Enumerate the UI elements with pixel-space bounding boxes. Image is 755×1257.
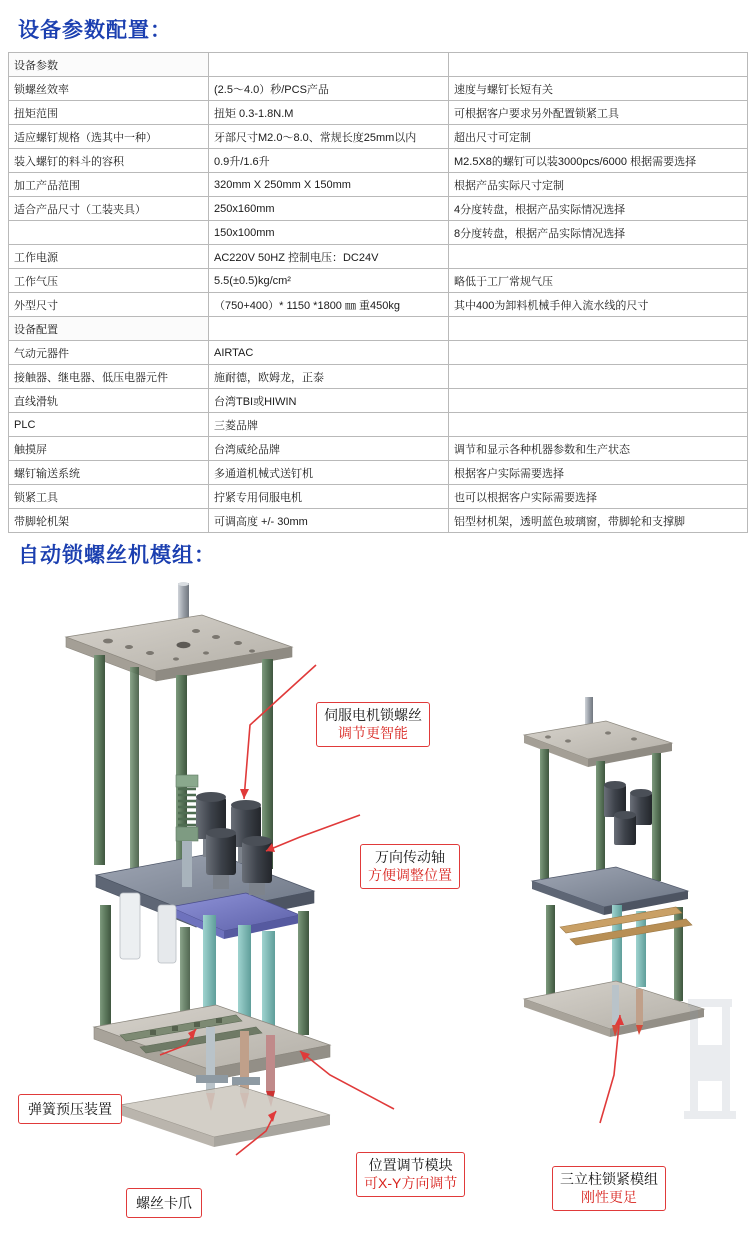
row-label: 扭矩范围 (9, 101, 209, 125)
row-category: 设备参数 (9, 53, 209, 77)
table-row (9, 485, 748, 509)
row-note (449, 317, 748, 341)
callout-position-module (356, 1152, 465, 1197)
callout-shaft-line2: 方便调整位置 (368, 867, 452, 883)
row-value: 可调高度 +/- 30mm (209, 509, 449, 533)
row-note: 超出尺寸可定制 (449, 125, 748, 149)
table-row (9, 197, 748, 221)
table-row (9, 293, 748, 317)
table-row (9, 77, 748, 101)
row-note: M2.5X8的螺钉可以装3000pcs/6000 根据需要选择 (449, 149, 748, 173)
callout-spring-line1: 弹簧预压装置 (28, 1101, 112, 1117)
callout-three-post-line2: 刚性更足 (581, 1189, 637, 1205)
table-row (9, 437, 748, 461)
row-label: 接触器、继电器、低压电器元件 (9, 365, 209, 389)
row-value: 多通道机械式送钉机 (209, 461, 449, 485)
table-row (9, 245, 748, 269)
row-value: 台湾TBI或HIWIN (209, 389, 449, 413)
row-value: 5.5(±0.5)kg/cm² (209, 269, 449, 293)
row-note: 其中400为卸料机械手伸入流水线的尺寸 (449, 293, 748, 317)
spec-table-body (9, 53, 748, 533)
table-row (9, 125, 748, 149)
table-row (9, 317, 748, 341)
background-machine-silhouette (684, 999, 736, 1119)
callout-three-post (552, 1166, 666, 1211)
row-label: 外型尺寸 (9, 293, 209, 317)
table-row (9, 461, 748, 485)
row-value: 施耐德，欧姆龙，正泰 (209, 365, 449, 389)
row-note: 根据客户实际需要选择 (449, 461, 748, 485)
table-row (9, 365, 748, 389)
row-label: 直线滑轨 (9, 389, 209, 413)
row-note: 铝型材机架，透明蓝色玻璃窗，带脚轮和支撑脚 (449, 509, 748, 533)
table-row (9, 149, 748, 173)
callout-servo (316, 702, 430, 747)
row-label: 带脚轮机架 (9, 509, 209, 533)
row-label: 适合产品尺寸（工装夹具） (9, 197, 209, 221)
row-label: 工作电源 (9, 245, 209, 269)
callout-shaft (360, 844, 460, 889)
row-note: 略低于工厂常规气压 (449, 269, 748, 293)
row-label: PLC (9, 413, 209, 437)
callout-servo-line1: 伺服电机锁螺丝 (324, 707, 422, 723)
row-value: 台湾威纶品牌 (209, 437, 449, 461)
row-value (209, 317, 449, 341)
row-note (449, 365, 748, 389)
row-label: 触摸屏 (9, 437, 209, 461)
row-note: 速度与螺钉长短有关 (449, 77, 748, 101)
row-label (9, 221, 209, 245)
row-label: 适应螺钉规格（选其中一种） (9, 125, 209, 149)
row-note: 8分度转盘，根据产品实际情况选择 (449, 221, 748, 245)
row-label: 锁螺丝效率 (9, 77, 209, 101)
table-row (9, 221, 748, 245)
row-note (449, 413, 748, 437)
callout-servo-line2: 调节更智能 (338, 725, 408, 741)
right-assembly (524, 697, 736, 1119)
row-label: 锁紧工具 (9, 485, 209, 509)
table-row (9, 341, 748, 365)
row-value: 0.9升/1.6升 (209, 149, 449, 173)
row-value: (2.5～4.0）秒/PCS产品 (209, 77, 449, 101)
row-value: 扭矩 0.3-1.8N.M (209, 101, 449, 125)
row-value: 320mm X 250mm X 150mm (209, 173, 449, 197)
row-value (209, 53, 449, 77)
callout-shaft-line1: 万向传动轴 (375, 849, 445, 865)
callout-claw (126, 1188, 202, 1218)
table-row (9, 389, 748, 413)
row-note: 也可以根据客户实际需要选择 (449, 485, 748, 509)
row-note (449, 341, 748, 365)
row-value: AIRTAC (209, 341, 449, 365)
table-row (9, 509, 748, 533)
row-category: 设备配置 (9, 317, 209, 341)
row-value: 拧紧专用伺服电机 (209, 485, 449, 509)
spec-table-wrapper (0, 52, 755, 533)
callout-spring (18, 1094, 122, 1124)
callout-position-line1: 位置调节模块 (368, 1157, 453, 1173)
callout-position-line2: 可X-Y方向调节 (364, 1175, 458, 1191)
row-value: AC220V 50HZ 控制电压：DC24V (209, 245, 449, 269)
row-note: 根据产品实际尺寸定制 (449, 173, 748, 197)
page-title-module: 自动锁螺丝机模组： (18, 544, 216, 567)
row-note: 可根据客户要求另外配置锁紧工具 (449, 101, 748, 125)
row-value: 250x160mm (209, 197, 449, 221)
row-value: 三菱品牌 (209, 413, 449, 437)
page-title-specs: 设备参数配置： (18, 19, 172, 42)
table-row (9, 269, 748, 293)
row-note (449, 389, 748, 413)
callout-three-post-line1: 三立柱锁紧模组 (560, 1171, 658, 1187)
row-value: （750+400）* 1150 *1800 ㎜ 重450kg (209, 293, 449, 317)
left-assembly (66, 582, 330, 1147)
table-row (9, 173, 748, 197)
callout-claw-line1: 螺丝卡爪 (136, 1195, 192, 1211)
spring-preload-unit (178, 789, 196, 825)
row-label: 工作气压 (9, 269, 209, 293)
row-note: 调节和显示各种机器参数和生产状态 (449, 437, 748, 461)
row-value: 牙部尺寸M2.0～8.0、常规长度25mm以内 (209, 125, 449, 149)
row-label: 螺钉输送系统 (9, 461, 209, 485)
row-label: 加工产品范围 (9, 173, 209, 197)
row-value: 150x100mm (209, 221, 449, 245)
row-label: 装入螺钉的料斗的容积 (9, 149, 209, 173)
table-row (9, 53, 748, 77)
row-note: 4分度转盘，根据产品实际情况选择 (449, 197, 748, 221)
table-row (9, 413, 748, 437)
row-note (449, 245, 748, 269)
spec-table (8, 52, 748, 533)
row-note (449, 53, 748, 77)
table-row (9, 101, 748, 125)
row-label: 气动元器件 (9, 341, 209, 365)
